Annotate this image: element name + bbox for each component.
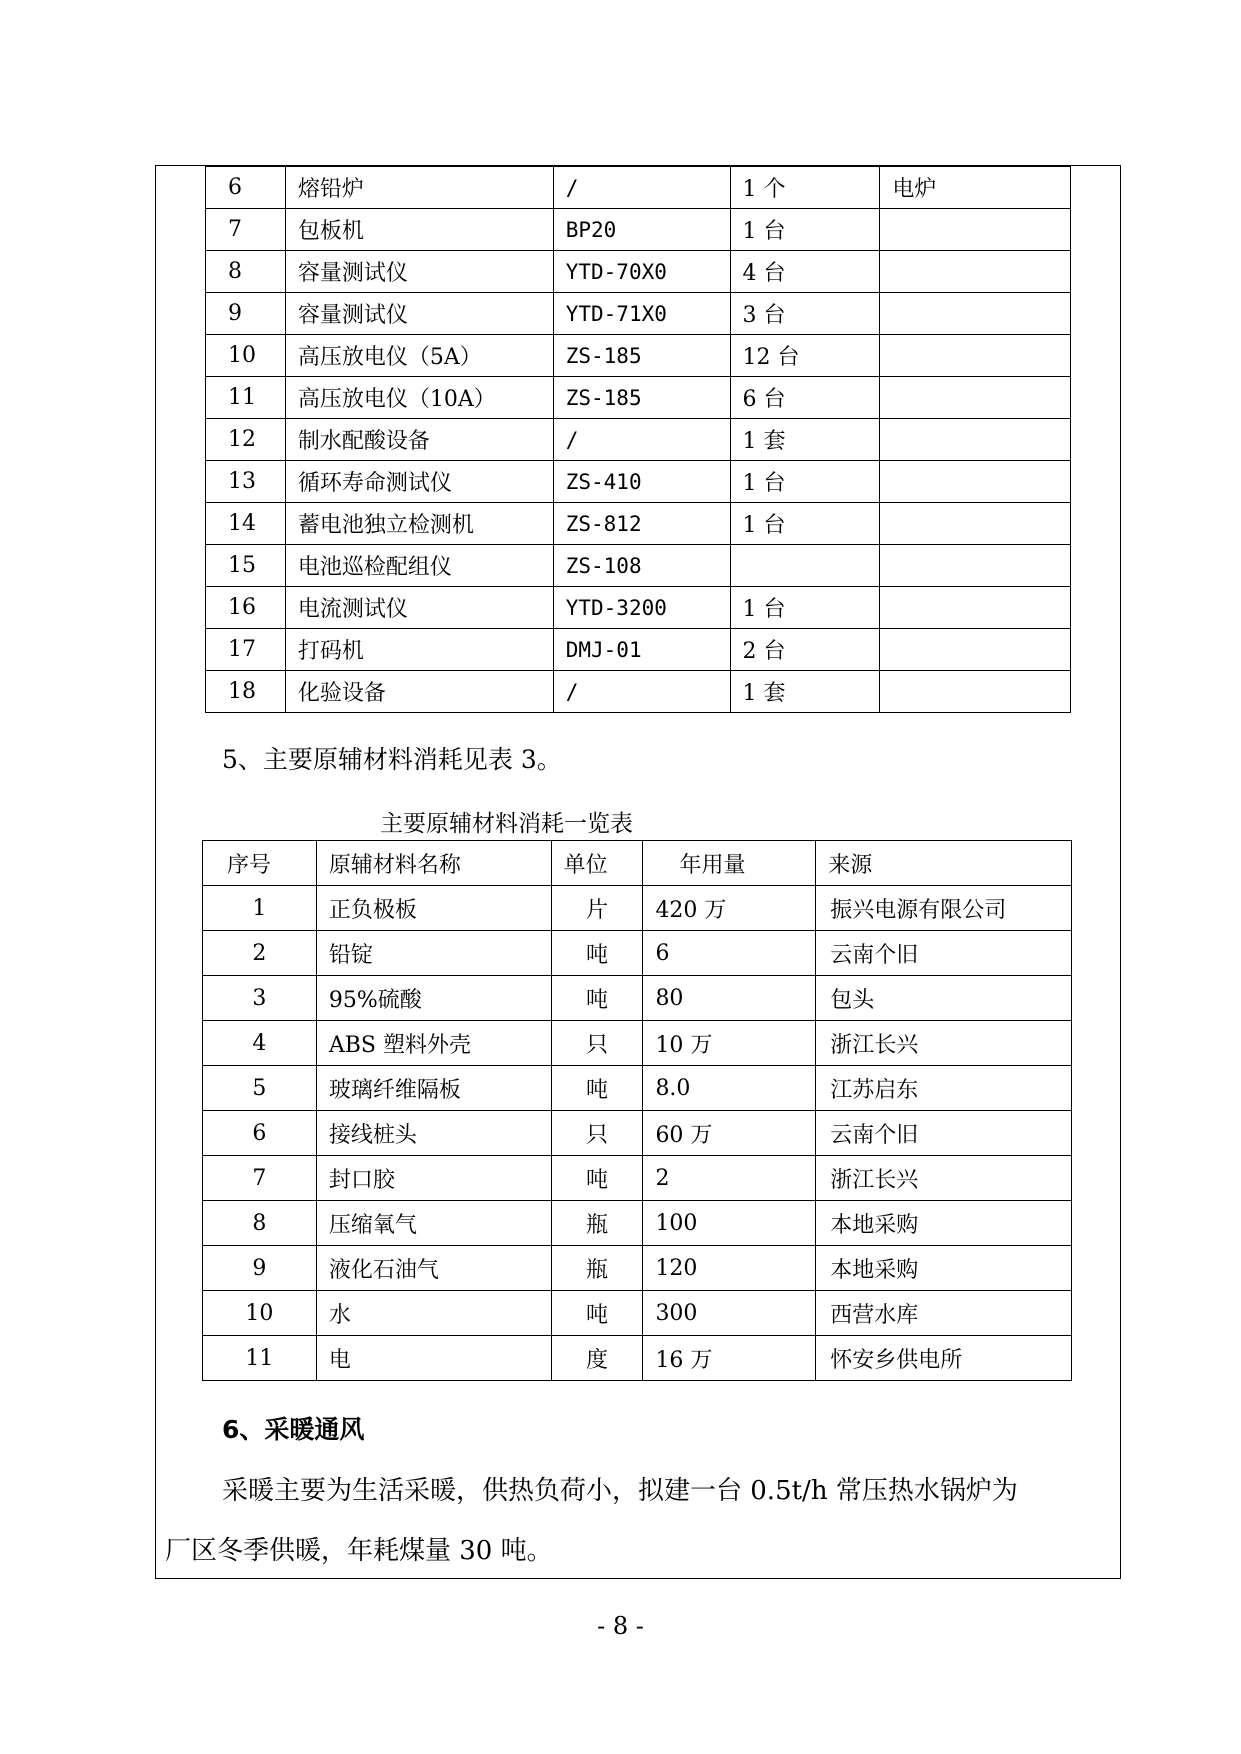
material-seq: 1 bbox=[203, 886, 317, 931]
materials-table bbox=[202, 840, 1072, 1381]
equipment-qty: 1 个 bbox=[730, 166, 880, 209]
equipment-row bbox=[206, 545, 1071, 587]
material-annual: 60 万 bbox=[643, 1111, 816, 1156]
material-row bbox=[203, 1336, 1072, 1381]
material-annual: 300 bbox=[643, 1291, 816, 1336]
equipment-no: 8 bbox=[206, 251, 286, 293]
header-name: 原辅材料名称 bbox=[316, 841, 551, 886]
material-unit: 瓶 bbox=[551, 1201, 643, 1246]
equipment-model: YTD-71X0 bbox=[553, 293, 730, 335]
material-seq: 4 bbox=[203, 1021, 317, 1066]
equipment-note bbox=[880, 419, 1071, 461]
equipment-row bbox=[206, 671, 1071, 713]
material-annual: 10 万 bbox=[643, 1021, 816, 1066]
equipment-model: YTD-70X0 bbox=[553, 251, 730, 293]
material-row bbox=[203, 886, 1072, 931]
equipment-row bbox=[206, 166, 1071, 209]
material-name: 正负极板 bbox=[316, 886, 551, 931]
material-source: 怀安乡供电所 bbox=[816, 1336, 1072, 1381]
material-annual: 100 bbox=[643, 1201, 816, 1246]
equipment-name: 容量测试仪 bbox=[285, 251, 553, 293]
equipment-row bbox=[206, 629, 1071, 671]
equipment-name: 制水配酸设备 bbox=[285, 419, 553, 461]
material-annual: 80 bbox=[643, 976, 816, 1021]
equipment-note bbox=[880, 587, 1071, 629]
equipment-name: 电池巡检配组仪 bbox=[285, 545, 553, 587]
material-source: 云南个旧 bbox=[816, 1111, 1072, 1156]
page-number: - 8 - bbox=[597, 1612, 644, 1640]
equipment-model: / bbox=[553, 671, 730, 713]
equipment-no: 10 bbox=[206, 335, 286, 377]
material-seq: 11 bbox=[203, 1336, 317, 1381]
equipment-row bbox=[206, 461, 1071, 503]
material-name: 铅锭 bbox=[316, 931, 551, 976]
material-source: 包头 bbox=[816, 976, 1072, 1021]
material-unit: 片 bbox=[551, 886, 643, 931]
equipment-name: 高压放电仪（10A） bbox=[285, 377, 553, 419]
material-name: 压缩氧气 bbox=[316, 1201, 551, 1246]
equipment-no: 12 bbox=[206, 419, 286, 461]
equipment-note bbox=[880, 503, 1071, 545]
equipment-row bbox=[206, 293, 1071, 335]
equipment-note bbox=[880, 671, 1071, 713]
material-name: 接线桩头 bbox=[316, 1111, 551, 1156]
equipment-name: 打码机 bbox=[285, 629, 553, 671]
material-annual: 420 万 bbox=[643, 886, 816, 931]
header-seq: 序号 bbox=[203, 841, 317, 886]
materials-header-row bbox=[203, 841, 1072, 886]
equipment-qty: 2 台 bbox=[730, 629, 880, 671]
material-unit: 只 bbox=[551, 1021, 643, 1066]
material-source: 云南个旧 bbox=[816, 931, 1072, 976]
equipment-model: ZS-185 bbox=[553, 335, 730, 377]
equipment-note bbox=[880, 293, 1071, 335]
material-annual: 16 万 bbox=[643, 1336, 816, 1381]
equipment-no: 11 bbox=[206, 377, 286, 419]
material-seq: 9 bbox=[203, 1246, 317, 1291]
material-row bbox=[203, 1156, 1072, 1201]
material-row bbox=[203, 1066, 1072, 1111]
material-seq: 8 bbox=[203, 1201, 317, 1246]
equipment-model: / bbox=[553, 166, 730, 209]
material-name: 液化石油气 bbox=[316, 1246, 551, 1291]
material-source: 浙江长兴 bbox=[816, 1021, 1072, 1066]
equipment-no: 14 bbox=[206, 503, 286, 545]
material-source: 本地采购 bbox=[816, 1201, 1072, 1246]
material-name: 水 bbox=[316, 1291, 551, 1336]
equipment-model: ZS-410 bbox=[553, 461, 730, 503]
equipment-name: 高压放电仪（5A） bbox=[285, 335, 553, 377]
material-annual: 120 bbox=[643, 1246, 816, 1291]
material-source: 江苏启东 bbox=[816, 1066, 1072, 1111]
equipment-name: 包板机 bbox=[285, 209, 553, 251]
material-row bbox=[203, 1291, 1072, 1336]
equipment-qty: 4 台 bbox=[730, 251, 880, 293]
equipment-model: BP20 bbox=[553, 209, 730, 251]
equipment-qty: 1 台 bbox=[730, 503, 880, 545]
material-unit: 吨 bbox=[551, 1156, 643, 1201]
equipment-row bbox=[206, 419, 1071, 461]
material-row bbox=[203, 931, 1072, 976]
material-row bbox=[203, 1111, 1072, 1156]
material-source: 西营水库 bbox=[816, 1291, 1072, 1336]
equipment-no: 13 bbox=[206, 461, 286, 503]
material-row bbox=[203, 1201, 1072, 1246]
equipment-model: YTD-3200 bbox=[553, 587, 730, 629]
equipment-name: 容量测试仪 bbox=[285, 293, 553, 335]
equipment-row bbox=[206, 335, 1071, 377]
equipment-row bbox=[206, 209, 1071, 251]
equipment-model: ZS-185 bbox=[553, 377, 730, 419]
material-row bbox=[203, 1021, 1072, 1066]
equipment-table bbox=[205, 165, 1071, 713]
material-annual: 6 bbox=[643, 931, 816, 976]
equipment-no: 17 bbox=[206, 629, 286, 671]
equipment-note bbox=[880, 629, 1071, 671]
equipment-qty: 1 套 bbox=[730, 419, 880, 461]
material-seq: 10 bbox=[203, 1291, 317, 1336]
equipment-row bbox=[206, 503, 1071, 545]
material-name: 玻璃纤维隔板 bbox=[316, 1066, 551, 1111]
equipment-note bbox=[880, 209, 1071, 251]
material-unit: 度 bbox=[551, 1336, 643, 1381]
material-unit: 瓶 bbox=[551, 1246, 643, 1291]
material-name: ABS 塑料外壳 bbox=[316, 1021, 551, 1066]
section6-heading: 6、采暖通风 bbox=[222, 1415, 365, 1444]
material-source: 浙江长兴 bbox=[816, 1156, 1072, 1201]
equipment-qty: 1 台 bbox=[730, 461, 880, 503]
section6-line1: 采暖主要为生活采暖，供热负荷小，拟建一台 0.5t/h 常压热水锅炉为 bbox=[222, 1476, 1018, 1506]
equipment-qty bbox=[730, 545, 880, 587]
equipment-no: 7 bbox=[206, 209, 286, 251]
equipment-row bbox=[206, 377, 1071, 419]
material-unit: 吨 bbox=[551, 976, 643, 1021]
equipment-row bbox=[206, 587, 1071, 629]
equipment-no: 9 bbox=[206, 293, 286, 335]
equipment-name: 循环寿命测试仪 bbox=[285, 461, 553, 503]
equipment-model: / bbox=[553, 419, 730, 461]
material-name: 电 bbox=[316, 1336, 551, 1381]
equipment-qty: 3 台 bbox=[730, 293, 880, 335]
equipment-no: 18 bbox=[206, 671, 286, 713]
material-name: 95%硫酸 bbox=[316, 976, 551, 1021]
equipment-note: 电炉 bbox=[880, 166, 1071, 209]
equipment-no: 16 bbox=[206, 587, 286, 629]
material-source: 振兴电源有限公司 bbox=[816, 886, 1072, 931]
material-seq: 5 bbox=[203, 1066, 317, 1111]
equipment-name: 熔铅炉 bbox=[285, 166, 553, 209]
equipment-qty: 12 台 bbox=[730, 335, 880, 377]
material-unit: 吨 bbox=[551, 931, 643, 976]
equipment-model: ZS-812 bbox=[553, 503, 730, 545]
equipment-no: 15 bbox=[206, 545, 286, 587]
equipment-no: 6 bbox=[206, 166, 286, 209]
equipment-note bbox=[880, 377, 1071, 419]
equipment-qty: 1 套 bbox=[730, 671, 880, 713]
material-name: 封口胶 bbox=[316, 1156, 551, 1201]
equipment-note bbox=[880, 335, 1071, 377]
material-seq: 6 bbox=[203, 1111, 317, 1156]
material-seq: 2 bbox=[203, 931, 317, 976]
equipment-name: 蓄电池独立检测机 bbox=[285, 503, 553, 545]
equipment-note bbox=[880, 545, 1071, 587]
material-unit: 吨 bbox=[551, 1066, 643, 1111]
equipment-note bbox=[880, 461, 1071, 503]
material-annual: 2 bbox=[643, 1156, 816, 1201]
material-unit: 吨 bbox=[551, 1291, 643, 1336]
equipment-name: 电流测试仪 bbox=[285, 587, 553, 629]
material-source: 本地采购 bbox=[816, 1246, 1072, 1291]
equipment-qty: 6 台 bbox=[730, 377, 880, 419]
table3-caption: 主要原辅材料消耗一览表 bbox=[380, 811, 633, 837]
material-row bbox=[203, 1246, 1072, 1291]
header-source: 来源 bbox=[816, 841, 1072, 886]
header-unit: 单位 bbox=[551, 841, 643, 886]
section6-line2: 厂区冬季供暖，年耗煤量 30 吨。 bbox=[165, 1536, 553, 1566]
equipment-model: DMJ-01 bbox=[553, 629, 730, 671]
equipment-name: 化验设备 bbox=[285, 671, 553, 713]
equipment-model: ZS-108 bbox=[553, 545, 730, 587]
equipment-qty: 1 台 bbox=[730, 209, 880, 251]
material-seq: 7 bbox=[203, 1156, 317, 1201]
material-row bbox=[203, 976, 1072, 1021]
material-annual: 8.0 bbox=[643, 1066, 816, 1111]
material-unit: 只 bbox=[551, 1111, 643, 1156]
equipment-note bbox=[880, 251, 1071, 293]
section5-text: 5、主要原辅材料消耗见表 3。 bbox=[222, 745, 562, 774]
material-seq: 3 bbox=[203, 976, 317, 1021]
header-annual: 年用量 bbox=[643, 841, 816, 886]
equipment-qty: 1 台 bbox=[730, 587, 880, 629]
equipment-row bbox=[206, 251, 1071, 293]
